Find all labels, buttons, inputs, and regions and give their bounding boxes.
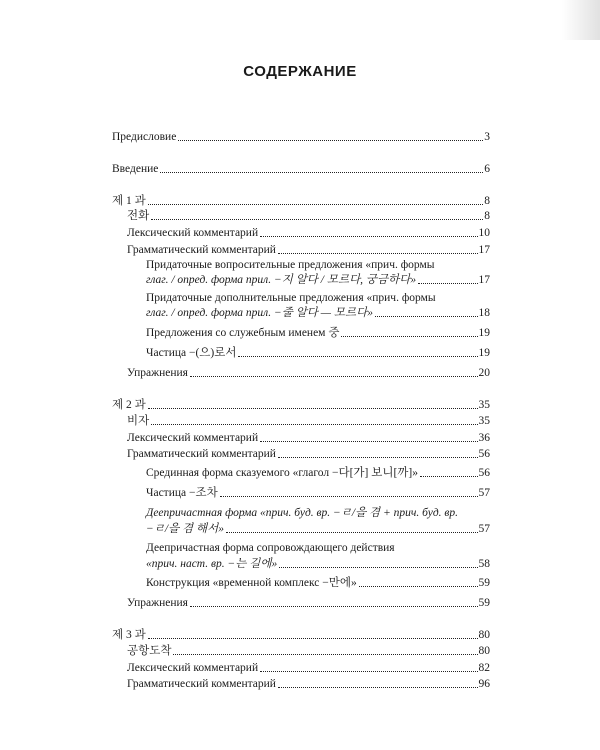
toc-leader xyxy=(279,567,477,568)
toc-leader xyxy=(375,316,478,317)
toc-leader xyxy=(238,356,477,357)
toc-entry-page: 3 xyxy=(484,131,490,143)
toc-entry xyxy=(112,130,490,144)
toc-entry-page: 56 xyxy=(478,467,490,479)
toc-entry-page: 59 xyxy=(478,597,490,609)
toc-leader xyxy=(418,283,477,284)
toc-entry-page: 18 xyxy=(478,307,490,319)
toc-entry-title: глаг. / опред. форма прил. −지 알다 / 모르다, 궁금하다» xyxy=(146,274,417,286)
toc-entry-page: 57 xyxy=(478,523,490,535)
toc-leader xyxy=(260,236,477,237)
toc-leader xyxy=(148,204,484,205)
toc-entry-title: Грамматический комментарий xyxy=(127,244,276,256)
toc-entry xyxy=(127,447,490,461)
toc-entry-title: Частица −(으)로서 xyxy=(146,347,237,359)
toc-leader xyxy=(359,586,478,587)
toc-entry-title: −ㄹ/을 겸 해서» xyxy=(146,523,224,535)
toc-leader xyxy=(278,457,478,458)
toc-entry-title: Грамматический комментарий xyxy=(127,678,276,690)
toc-leader xyxy=(178,140,483,141)
toc-entry xyxy=(146,273,490,287)
toc-entry-title: Конструкция «временной комплекс −만에» xyxy=(146,577,357,589)
toc-entry-page: 36 xyxy=(478,432,490,444)
toc-entry-page: 56 xyxy=(478,448,490,460)
toc-entry xyxy=(146,486,490,500)
toc-entry-page: 20 xyxy=(478,367,490,379)
toc-entry-page: 19 xyxy=(478,327,490,339)
toc-entry-line1: Деепричастная форма «прич. буд. вр. −ㄹ/을 겸 + прич. буд. вр. xyxy=(146,507,459,519)
toc-entry-title: Лексический комментарий xyxy=(127,227,259,239)
toc-entry xyxy=(127,661,490,675)
toc-entry xyxy=(146,466,490,480)
toc-entry xyxy=(127,431,490,445)
toc-lesson xyxy=(112,194,490,208)
toc-entry-page: 80 xyxy=(478,645,490,657)
toc-entry-title: Срединная форма сказуемого «глагол −다[가] 보니[까]» xyxy=(146,467,418,479)
toc-entry xyxy=(127,414,490,428)
toc-lesson xyxy=(112,398,490,412)
toc-entry xyxy=(127,677,490,691)
toc-leader xyxy=(151,424,477,425)
toc-leader xyxy=(278,253,478,254)
toc-leader xyxy=(260,671,477,672)
toc-entry-line1: Придаточные дополнительные предложения «прич. формы xyxy=(146,292,436,304)
toc-entry-title: 공항도착 xyxy=(127,645,172,657)
toc-entry-page: 82 xyxy=(478,662,490,674)
toc-leader xyxy=(148,408,478,409)
toc-entry xyxy=(127,226,490,240)
toc-entry-page: 80 xyxy=(478,629,490,641)
toc-entry xyxy=(127,366,490,380)
toc-entry-title: 제 2 과 xyxy=(112,399,146,411)
toc-leader xyxy=(341,336,477,337)
toc-entry-page: 17 xyxy=(478,244,490,256)
toc-entry xyxy=(112,162,490,176)
toc-entry xyxy=(146,326,490,340)
toc-entry-page: 57 xyxy=(478,487,490,499)
toc-leader xyxy=(190,606,478,607)
toc-leader xyxy=(173,654,477,655)
toc-entry-title: 제 1 과 xyxy=(112,195,146,207)
toc-entry-page: 59 xyxy=(478,577,490,589)
toc-entry xyxy=(127,209,490,223)
toc-entry-title: Упражнения xyxy=(127,367,188,379)
toc-lesson xyxy=(112,628,490,642)
toc-entry-title: Предложения со служебным именем 중 xyxy=(146,327,340,339)
page-title: СОДЕРЖАНИЕ xyxy=(243,63,357,80)
toc-entry-page: 19 xyxy=(478,347,490,359)
toc-entry-page: 58 xyxy=(478,558,490,570)
toc-leader xyxy=(190,376,478,377)
toc-entry-page: 6 xyxy=(484,163,490,175)
toc-entry-title: Упражнения xyxy=(127,597,188,609)
toc-entry xyxy=(127,596,490,610)
toc-leader xyxy=(160,172,483,173)
toc-entry xyxy=(146,306,490,320)
toc-entry-title: 제 3 과 xyxy=(112,629,146,641)
toc-entry-title: Лексический комментарий xyxy=(127,662,259,674)
toc-entry-title: Частица −조차 xyxy=(146,487,218,499)
toc-leader xyxy=(151,219,483,220)
toc-entry-page: 8 xyxy=(484,195,490,207)
toc-entry xyxy=(146,576,490,590)
toc-entry xyxy=(146,557,490,571)
toc-entry-page: 17 xyxy=(478,274,490,286)
toc-leader xyxy=(278,687,478,688)
toc-entry-page: 8 xyxy=(484,210,490,222)
toc-leader xyxy=(220,496,478,497)
toc-entry-title: Лексический комментарий xyxy=(127,432,259,444)
toc-entry-line1: Придаточные вопросительные предложения «прич. формы xyxy=(146,259,435,271)
toc-entry-page: 10 xyxy=(478,227,490,239)
toc-entry-title: глаг. / опред. форма прил. −줄 알다 — 모르다» xyxy=(146,307,373,319)
toc-leader xyxy=(420,476,478,477)
toc-leader xyxy=(148,638,478,639)
toc-leader xyxy=(226,532,478,533)
toc-entry-title: 전화 xyxy=(127,210,150,222)
toc-entry-title: 비자 xyxy=(127,415,150,427)
toc-entry-line1: Деепричастная форма сопровождающего действия xyxy=(146,542,395,554)
toc-entry xyxy=(127,243,490,257)
toc-entry-title: Предисловие xyxy=(112,131,177,143)
toc-entry-page: 35 xyxy=(478,399,490,411)
toc-entry xyxy=(127,644,490,658)
toc-entry-page: 35 xyxy=(478,415,490,427)
toc-entry xyxy=(146,522,490,536)
toc-entry-page: 96 xyxy=(478,678,490,690)
toc-leader xyxy=(260,441,477,442)
toc-entry-title: Грамматический комментарий xyxy=(127,448,276,460)
toc-entry xyxy=(146,346,490,360)
toc-entry-title: «прич. наст. вр. −는 길에» xyxy=(146,558,278,570)
toc-entry-title: Введение xyxy=(112,163,159,175)
